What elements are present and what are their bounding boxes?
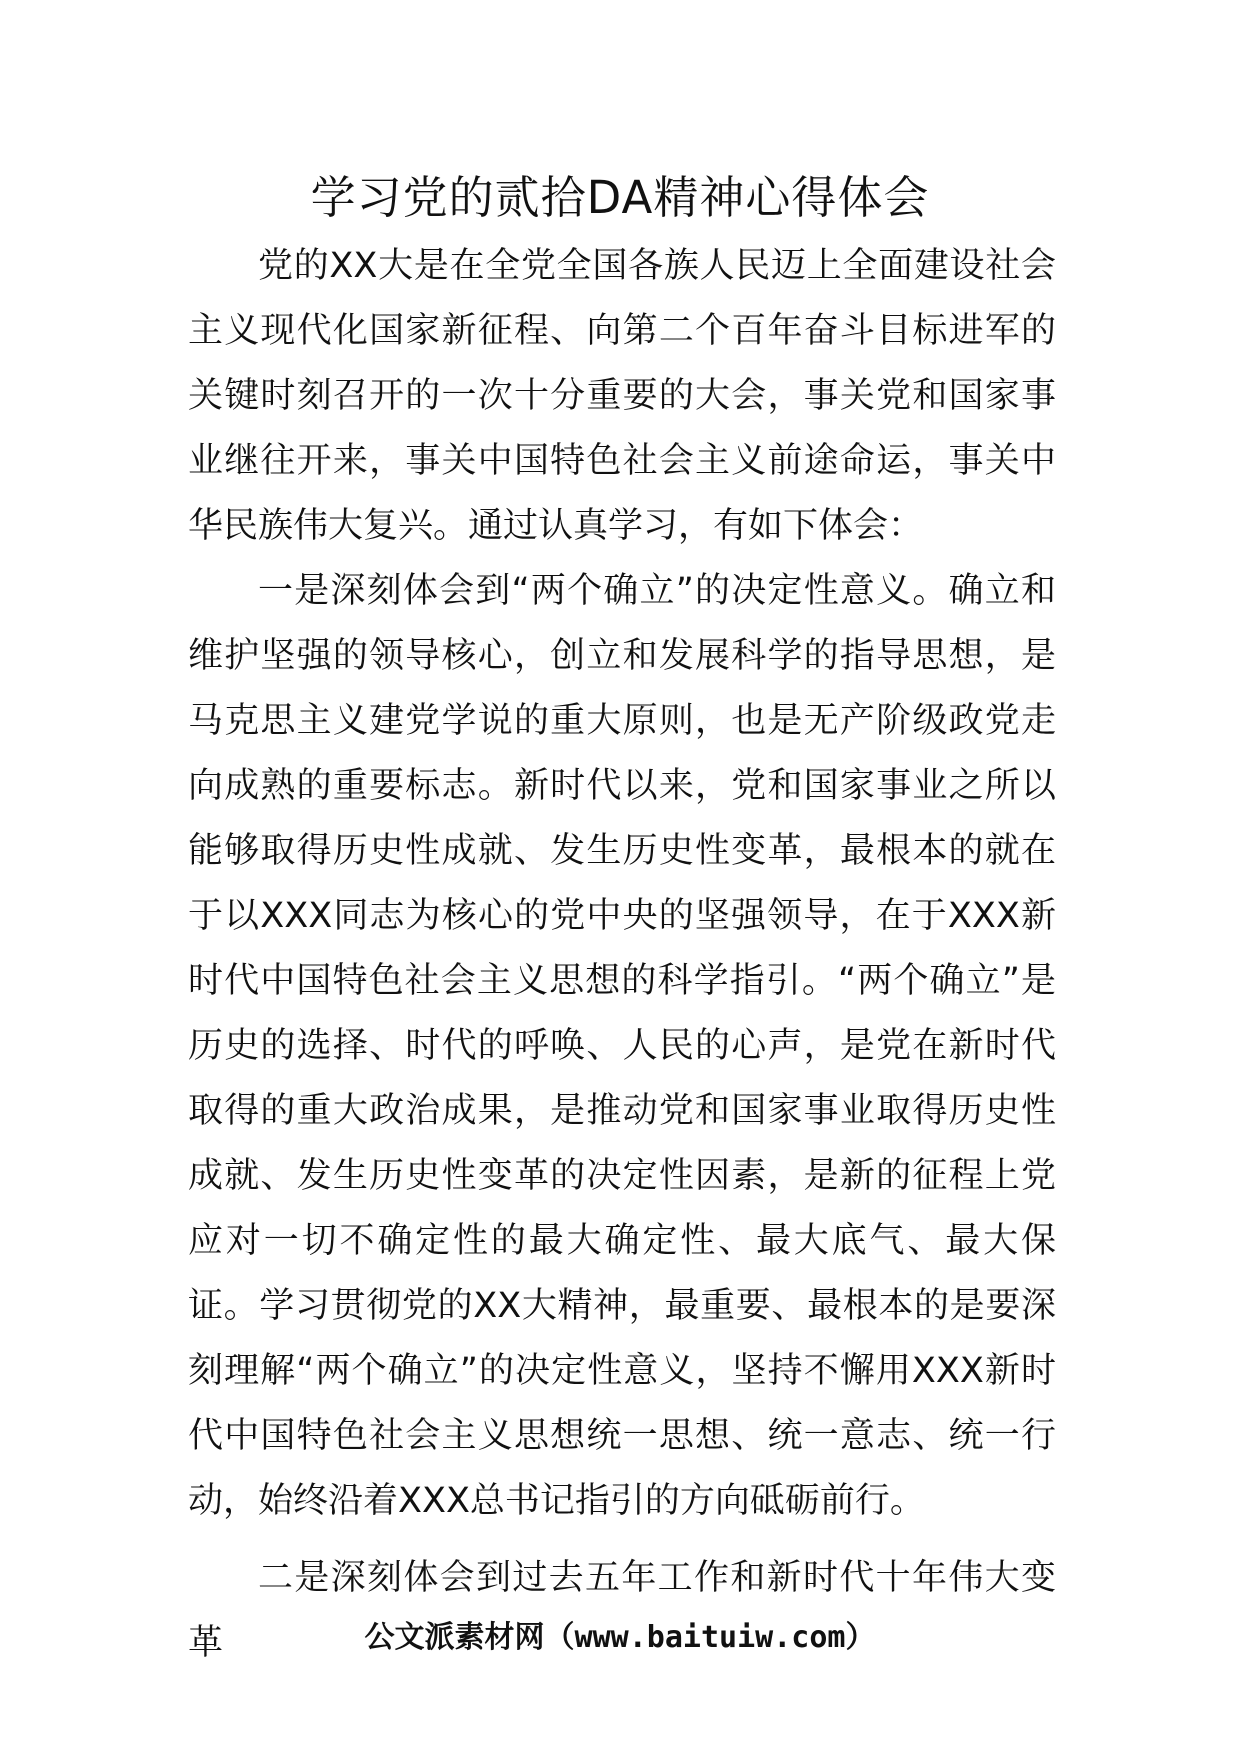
paragraph-point-two: 二是深刻体会到过去五年工作和新时代十年伟大变革 — [188, 1558, 1056, 1663]
document-title: 学习党的贰拾DA精神心得体会 — [310, 171, 930, 224]
paragraph-point-one: 一是深刻体会到“两个确立”的决定性意义。确立和维护坚强的领导核心，创立和发展科学的指导思想，是马克思主义建党学说的重大原则，也是无产阶级政党走向成熟的重要标志。新时代以来，党和国家事业之所以能够取得历史性成就、发生历史性变革，最根本的就在于以XXX同志为核心的党中央的坚强领导，在于XXX新时代中国特色社会主义思想的科学指引。“两个确立”是历史的选择、时代的呼唤、人民的心声，是党在新时代取得的重大政治成果，是推动党和国家事业取得历史性成就、发生历史性变革的决定性因素，是新的征程上党应对一切不确定性的最大确定性、最大底气、最大保证。学习贯彻党的XX大精神，最重要、最根本的是要深刻理解“两个确立”的决定性意义，坚持不懈用XXX新时代中国特色社会主义思想统一思想、统一意志、统一行动，始终沿着XXX总书记指引的方向砥砺前行。 — [188, 571, 1056, 1521]
footer-watermark: 公文派素材网（www.baituiw.com） — [364, 1620, 876, 1655]
paragraph-intro: 党的XX大是在全党全国各族人民迈上全面建设社会主义现代化国家新征程、向第二个百年奋斗目标进军的关键时刻召开的一次十分重要的大会，事关党和国家事业继往开来，事关中国特色社会主义前途命运，事关中华民族伟大复兴。通过认真学习，有如下体会： — [188, 246, 1056, 546]
document-body — [188, 234, 1056, 1676]
